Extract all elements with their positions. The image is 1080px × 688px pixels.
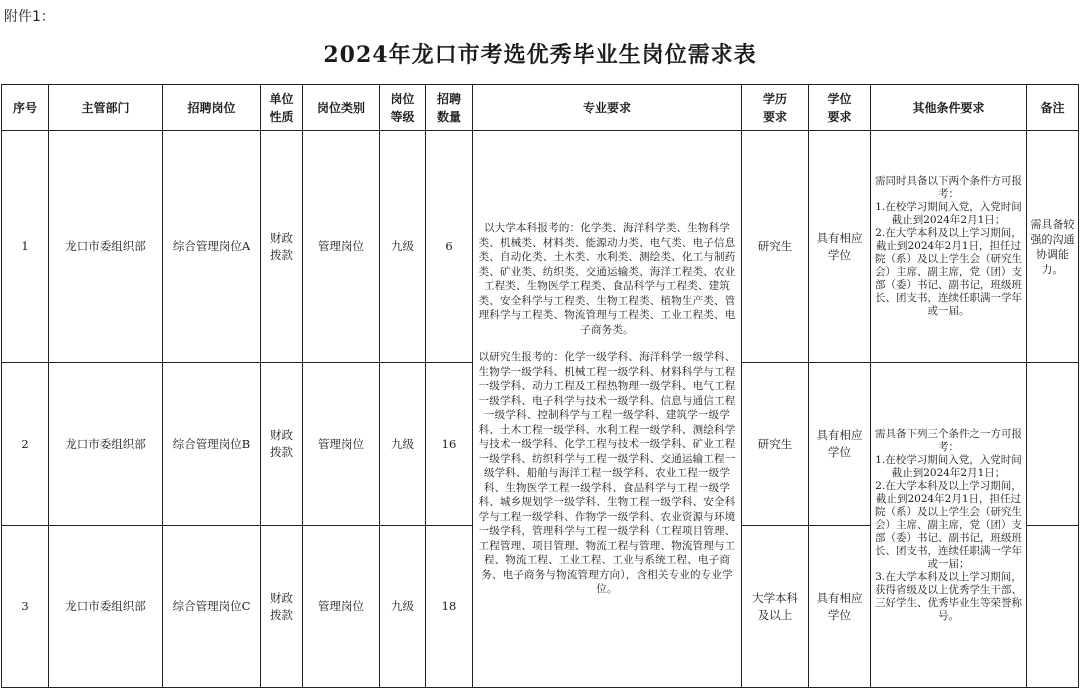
major-undergrad: 以大学本科报考的：化学类、海洋科学类、生物科学类、机械类、材料类、能源动力类、电气类、电子信息类、自动化类、土木类、水利类、测绘类、化工与制药类、矿业类、纺织类、交通运输类、海洋工程类、农业工程类、生物医学工程类、食品科学与工程类、建筑类、安全科学与工程类、生物工程类、植物生产类、管理科学与工程类、物流管理与工程类、工业工程类、电子商务类。 (478, 222, 736, 336)
header-other: 其他条件要求 (871, 85, 1027, 131)
header-count: 招聘 数量 (426, 85, 473, 131)
cond-a-intro: 需同时具备以下两个条件方可报考： (875, 175, 1022, 200)
cell-major-requirement (473, 131, 742, 688)
cell-post-type: 管理岗位 (303, 526, 380, 688)
table-header-row (2, 85, 1079, 131)
cell-post: 综合管理岗位A (163, 131, 261, 363)
cell-other-conditions-bc (871, 363, 1027, 688)
cell-count: 6 (426, 131, 473, 363)
cell-education: 研究生 (742, 363, 809, 526)
cell-unit-nature: 财政 拨款 (261, 526, 303, 688)
table-row (2, 131, 1079, 363)
cell-post-level: 九级 (380, 131, 426, 363)
cell-dept: 龙口市委组织部 (49, 526, 163, 688)
cond-bc-item2: 2.在大学本科及以上学习期间，截止到2024年2月1日，担任过院（系）及以上学生会（研究生会）主席、副主席，党（团）支部（委）书记、副书记，班级班长、团支书，连续任职满一学年或一届； (875, 479, 1022, 570)
cell-note-empty (1027, 363, 1079, 526)
cond-bc-item3: 3.在大学本科及以上学习期间，获得省级及以上优秀学生干部、三好学生、优秀毕业生等荣誉称号。 (875, 570, 1022, 622)
header-post-level: 岗位 等级 (380, 85, 426, 131)
header-unit-nature: 单位 性质 (261, 85, 303, 131)
cell-note-empty (1027, 526, 1079, 688)
cell-seq: 1 (2, 131, 49, 363)
cell-degree: 具有相应 学位 (809, 363, 871, 526)
cell-post-level: 九级 (380, 363, 426, 526)
cond-bc-item1: 1.在校学习期间入党，入党时间截止到2024年2月1日； (875, 453, 1022, 479)
cell-post-level: 九级 (380, 526, 426, 688)
cell-degree: 具有相应 学位 (809, 526, 871, 688)
cell-dept: 龙口市委组织部 (49, 131, 163, 363)
header-post-type: 岗位类别 (303, 85, 380, 131)
cell-post: 综合管理岗位C (163, 526, 261, 688)
header-note: 备注 (1027, 85, 1079, 131)
header-degree: 学位 要求 (809, 85, 871, 131)
cell-education: 大学本科 及以上 (742, 526, 809, 688)
header-education: 学历 要求 (742, 85, 809, 131)
cell-degree: 具有相应 学位 (809, 131, 871, 363)
cond-a-item2: 2.在大学本科及以上学习期间，截止到2024年2月1日，担任过院（系）及以上学生会（研究生会）主席、副主席，党（团）支部（委）书记、副书记，班级班长、团支书，连续任职满一学年或一届。 (875, 227, 1022, 317)
cond-bc-intro: 需具备下列三个条件之一方可报考： (875, 427, 1022, 453)
page-title: 2024年龙口市考选优秀毕业生岗位需求表 (323, 42, 757, 68)
major-graduate: 以研究生报考的：化学一级学科、海洋科学一级学科、生物学一级学科、机械工程一级学科、材料科学与工程一级学科、动力工程及工程热物理一级学科、电气工程一级学科、电子科学与技术一级学科、信息与通信工程一级学科、控制科学与工程一级学科、建筑学一级学科、土木工程一级学科、水利工程一级学科、测绘科学与技术一级学科、化学工程与技术一级学科、矿业工程一级学科、纺织科学与工程一级学科、交通运输工程一级学科、船舶与海洋工程一级学科、农业工程一级学科、生物医学工程一级学科、食品科学与工程一级学科、城乡规划学一级学科、生物工程一级学科、安全科学与工程一级学科、作物学一级学科、农业资源与环境一级学科，管理科学与工程一级学科（工程项目管理、工程管理、项目管理、物流工程与管理、物流管理与工程、物流工程、工业工程、工业与系统工程、电子商务、电子商务与物流管理方向），含相关专业的专业学位。 (478, 351, 736, 596)
cond-a-item1: 1.在校学习期间入党，入党时间截止到2024年2月1日； (875, 201, 1022, 226)
cell-seq: 2 (2, 363, 49, 526)
cell-unit-nature: 财政 拨款 (261, 363, 303, 526)
cell-post-type: 管理岗位 (303, 363, 380, 526)
header-post: 招聘岗位 (163, 85, 261, 131)
attachment-label: 附件1： (4, 9, 55, 25)
cell-dept: 龙口市委组织部 (49, 363, 163, 526)
cell-post: 综合管理岗位B (163, 363, 261, 526)
cell-other-conditions-a (871, 131, 1027, 363)
cell-note: 需具备较强的沟通协调能力。 (1027, 131, 1079, 363)
header-major: 专业要求 (473, 85, 742, 131)
header-dept: 主管部门 (49, 85, 163, 131)
cell-seq: 3 (2, 526, 49, 688)
cell-post-type: 管理岗位 (303, 131, 380, 363)
cell-education: 研究生 (742, 131, 809, 363)
cell-count: 16 (426, 363, 473, 526)
requirements-table (1, 84, 1079, 688)
cell-count: 18 (426, 526, 473, 688)
header-seq: 序号 (2, 85, 49, 131)
cell-unit-nature: 财政 拨款 (261, 131, 303, 363)
